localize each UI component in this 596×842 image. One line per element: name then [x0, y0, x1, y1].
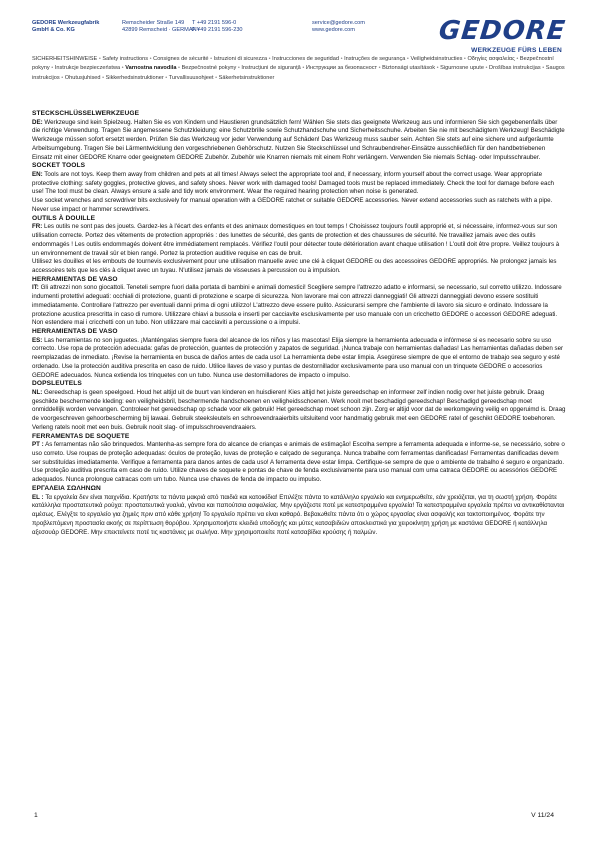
instruction-note: Utilisez les douilles et les embouts de tournevis exclusivement pour une utilisation manuelle avec une clé à cliquet GEDORE ou des accessoires GEDORE appropriés. Ne prolongez jamais les accessoires tels que les clés à cliquet avec un tuyau. N'utilisez jamais de visseuses à percussion ou à impulsion. [32, 258, 557, 274]
bullet-separator: • [405, 56, 411, 62]
company-name: GEDORE Werkzeugfabrik [32, 20, 100, 26]
language-code: EL : [32, 493, 44, 501]
safety-instructions-languages [32, 55, 568, 83]
bullet-separator: • [148, 56, 154, 62]
safety-language-label: Instrucciones de seguridad [272, 56, 340, 62]
section-title: HERRAMIENTAS DE VASO [32, 275, 118, 283]
company-address [32, 20, 99, 34]
bullet-separator: • [97, 56, 103, 62]
instruction-text: Werkzeuge sind kein Spielzeug. Halten Sie es von Kindern und Haustieren grundsätzlich fern! Wählen Sie stets das geeignete Werkzeug aus und informieren Sie sich gegebenenfalls über die richtige Verwendung. Tragen Sie angemessene Schutzkleidung: eine Schutzbrille sowie Schutzhandschuhe und Sicherheitsschuhe. Arbeiten Sie nie mit beschädigtem Werkzeug! Beschädigte Werkzeuge müssen sofort ersetzt werden. Prüfen Sie das Werkzeug vor jeder Verwendung auf Schäden! Das Werkzeug muss sauber sein. Achten Sie stets auf eine sichere und aufgeräumte Arbeitsumgebung. Tragen Sie bei Lärmentwicklung den vorgeschriebenen Gehörschutz. Nutzen Sie Steckschlüssel und Schraubendreher-Einsätze ausschließlich für den handbetriebenen Einsatz mit einer GEDORE Knarre oder geeignetem GEDORE Zubehör. Zubehör wie Knarren niemals mit einem Rohr verlängern. Verwenden Sie niemals Schlag- oder Impulsschrauber. [32, 118, 565, 161]
logo-tagline: WERKZEUGE FÜRS LEBEN [471, 47, 562, 54]
bullet-separator: • [435, 65, 441, 72]
safety-language-label: Varnostna navodila [125, 65, 177, 72]
section-title: ΕΡΓΑΛΕΙΑ ΣΩΛΗΝΩΝ [32, 484, 101, 492]
instruction-text: Gereedschap is geen speelgoed. Houd het altijd uit de buurt van kinderen en huisdieren! Kies altijd het juiste gereedschap en informeer zelf indien nodig over het juiste gebruik. Draag geschikte beschermende kleding: een veiligheidsbril, beschermende handschoenen en veiligheidsschoenen. Werk nooit met beschadigd gereedschap! Beschadigd gereedschap moet onmiddellijk worden vervangen. Controleer het gereedschap op schade voor elk gebruik! Het gereedschap moet schoon zijn. Zorg er altijd voor dat de werkomgeving veilig en opgeruimd is. Draag de voorgeschreven gehoorbescherming bij lawaai. Gebruik steeksleutels en schroevendraaierbits uitsluitend voor handmatig gebruik met een GEDORE ratel of geschikt GEDORE toebehoren. Verleng ratels nooit met een buis. Gebruik nooit slag- of impulsschroevendraaiers. [32, 389, 566, 431]
email-link[interactable]: service@gedore.com [312, 20, 365, 26]
street-line: Remscheider Straße 149 [122, 20, 185, 26]
bullet-separator: • [163, 74, 169, 81]
fax-number: F +49 2191 596-230 [192, 27, 243, 34]
section-title: FERRAMENTAS DE SOQUETE [32, 432, 130, 440]
language-code: PT : [32, 441, 44, 449]
instruction-section [32, 328, 566, 380]
safety-language-label: Biztonsági utasítások [382, 65, 436, 72]
section-paragraph [32, 389, 566, 433]
safety-language-label: Instruções de segurança [344, 56, 406, 62]
language-code: EN: [32, 171, 43, 179]
section-paragraph [32, 119, 566, 163]
section-paragraph [32, 441, 566, 485]
company-legal-form: GmbH & Co. KG [32, 27, 75, 34]
safety-language-label: Instrukcje bezpieczeństwa [54, 65, 121, 72]
safety-language-label: Säkerhetsinstruktioner [218, 74, 275, 81]
gedore-logo [430, 16, 566, 60]
document-body [32, 110, 566, 537]
section-paragraph [32, 337, 566, 381]
section-title: SOCKET TOOLS [32, 162, 86, 170]
phone-block [192, 20, 243, 34]
city-line: 42899 Remscheid · GERMANY [122, 27, 201, 34]
bullet-separator: • [300, 65, 306, 72]
language-code: DE: [32, 118, 43, 126]
safety-language-label: Drošības instrukcijas [489, 65, 541, 72]
version-label: V 11/24 [531, 812, 554, 819]
safety-language-label: Turvallisuusohjeet [168, 74, 214, 81]
safety-language-label: Sikkerhedsinstruktioner [105, 74, 164, 81]
bullet-separator: • [236, 65, 242, 72]
bullet-separator: • [59, 74, 65, 81]
safety-language-label: Ohutusjuhised [64, 74, 101, 81]
safety-language-label: Consignes de sécurité [153, 56, 209, 62]
safety-language-label: Veiligheidsinstructies [410, 56, 463, 62]
safety-language-label: Οδηγίες ασφαλείας [467, 56, 515, 62]
section-paragraph [32, 171, 566, 197]
section-title: DOPSLEUTELS [32, 380, 82, 388]
instruction-section [32, 433, 566, 485]
bullet-separator: • [462, 56, 468, 62]
language-code: NL: [32, 389, 43, 396]
bullet-separator: • [267, 56, 273, 62]
bullet-separator: • [100, 74, 106, 81]
phone-number: T +49 2191 596-0 [192, 20, 237, 26]
safety-language-label: Instrucțiuni de siguranță [241, 65, 301, 72]
contact-block [312, 20, 365, 34]
website-link[interactable]: www.gedore.com [312, 27, 355, 34]
section-paragraph [32, 223, 566, 258]
safety-language-label: Istruzioni di sicurezza [213, 56, 268, 62]
section-title: STECKSCHLÜSSELWERKZEUGE [32, 110, 140, 117]
instruction-section [32, 276, 566, 328]
bullet-separator: • [377, 65, 383, 72]
section-paragraph [32, 494, 566, 538]
instruction-section [32, 110, 566, 162]
safety-language-label: Инструкции за безопасност [305, 65, 378, 72]
page-footer [32, 812, 552, 822]
safety-language-label: Safety instructions [102, 56, 149, 62]
instruction-section [32, 380, 566, 432]
instruction-section [32, 162, 566, 214]
safety-language-label: Sigurnosne upute [440, 65, 484, 72]
language-code: FR: [32, 223, 43, 231]
bullet-separator: • [213, 74, 219, 81]
page-number: 1 [34, 812, 38, 819]
instruction-text: As ferramentas não são brinquedos. Mantenha-as sempre fora do alcance de crianças e animais de estimação! Escolha sempre a ferramenta adequada e informe-se, se necessário, sobre o uso correto. Use roupas de proteção adequadas: óculos de proteção, luvas de proteção e calçado de segurança. Nunca trabalhe com ferramentas danificadas! Ferramentas danificadas devem ser substituídas imediatamente. Verifique a ferramenta para danos antes de cada uso! A ferramenta deve estar limpa. Certifique-se sempre de que o ambiente de trabalho é seguro e organizado. Use proteção auditiva prescrita em caso de ruído. Utilize chaves de soquete e pontas de chave de fenda exclusivamente para uso manual com uma catraca GEDORE ou acessórios GEDORE adequados. Nunca prolongue catracas com um tubo. Nunca use chaves de fenda de impacto ou impulso. [32, 441, 565, 484]
section-paragraph [32, 284, 566, 328]
safety-language-label: Saugos instrukcijos [32, 65, 565, 81]
instruction-text: Tools are not toys. Keep them away from children and pets at all times! Always select the appropriate tool and, if necessary, inform yourself about the correct usage. Wear appropriate protective clothing: safety goggles, protective gloves, and safety shoes. Never work with damaged tools! Damaged tools must be replaced immediately. Check the tool for damage before each use! The tool must be clean. Always ensure a safe and tidy work environment. Wear the required hearing protection when noise is generated. [32, 171, 554, 196]
instruction-text: Gli attrezzi non sono giocattoli. Teneteli sempre fuori dalla portata di bambini e animali domestici! Scegliere sempre l'attrezzo adatto e informarsi, se necessario, sul corretto utilizzo. Indossare indumenti protettivi adeguati: occhiali di protezione, guanti di protezione e scarpe di sicurezza. Non lavorare mai con attrezzi danneggiati! Gli attrezzi danneggiati devono essere sostituiti immediatamente. Controllare l'attrezzo per eventuali danni prima di ogni utilizzo! L'attrezzo deve essere pulito. Assicurarsi sempre che l'ambiente di lavoro sia sicuro e ordinato. Indossare la protezione acustica prescritta in caso di rumore. Utilizzare chiavi a bussola e inserti per cacciavite esclusivamente per uso manuale con un cricchetto GEDORE o accessori GEDORE adeguati. Non estendere mai i cricchetti con un tubo. Non utilizzare mai cacciaviti a percussione o a impulsi. [32, 284, 562, 327]
safety-language-label: SICHERHEITSHINWEISE [32, 56, 98, 62]
safety-language-label: Bezpečnostné pokyny [181, 65, 237, 72]
instruction-section [32, 215, 566, 276]
bullet-separator: • [176, 65, 182, 72]
bullet-separator: • [483, 65, 490, 72]
bullet-separator: • [514, 56, 520, 62]
instruction-section [32, 485, 566, 537]
bullet-separator: • [339, 56, 345, 62]
language-code: ES: [32, 336, 43, 344]
street-address [122, 20, 200, 34]
bullet-separator: • [540, 65, 546, 72]
instruction-text: Las herramientas no son juguetes. ¡Manténgalas siempre fuera del alcance de los niños y las mascotas! Elija siempre la herramienta adecuada e infórmese si es necesario sobre su uso correcto. Use ropa de protección adecuada: gafas de protección, guantes de protección y zapatos de seguridad. ¡Nunca trabaje con herramientas dañadas! Las herramientas dañadas deben ser reemplazadas de inmediato. ¡Revise la herramienta en busca de daños antes de cada uso! La herramienta debe estar limpia. Asegúrese siempre de que el entorno de trabajo sea seguro y esté ordenado. Use la protección auditiva prescrita en caso de ruido. Utilice llaves de vaso y puntas de destornillador exclusivamente para uso manual con un trinquete GEDORE o accesorios GEDORE adecuados. Nunca extienda los trinquetes con un tubo. Nunca use destornilladores de impacto o impulso. [32, 336, 564, 379]
instruction-text: Les outils ne sont pas des jouets. Gardez-les à l'écart des enfants et des animaux domestiques en tout temps ! Choisissez toujours l'outil approprié et, si nécessaire, informez-vous sur son utilisation correcte. Portez des vêtements de protection appropriés : des lunettes de sécurité, des gants de protection et des chaussures de sécurité. Ne travaillez jamais avec des outils endommagés ! Les outils endommagés doivent être immédiatement remplacés. Vérifiez l'outil pour détecter toute détérioration avant chaque utilisation ! L'outil doit être propre. Veillez toujours à un environnement de travail sûr et bien rangé. Portez la protection auditive requise en cas de bruit. [32, 223, 560, 257]
logo-wordmark: GEDORE [437, 16, 568, 46]
section-title: OUTILS À DOUILLE [32, 214, 96, 222]
instruction-text: Τα εργαλεία δεν είναι παιχνίδια. Κρατήστε τα πάντα μακριά από παιδιά και κατοικίδια! Επιλέξτε πάντα το κατάλληλο εργαλείο και ενημερωθείτε, εάν χρειάζεται, για τη σωστή χρήση. Φοράτε κατάλληλα προστατευτικά ρούχα: προστατευτικά γυαλιά, γάντια και παπούτσια ασφαλείας. Μην εργάζεστε ποτέ με κατεστραμμένα εργαλεία! Τα κατεστραμμένα εργαλεία πρέπει να αντικαθίστανται αμέσως. Ελέγξτε το εργαλείο για ζημιές πριν από κάθε χρήση! Το εργαλείο πρέπει να είναι καθαρό. Βεβαιωθείτε πάντα ότι ο χώρος εργασίας είναι ασφαλής και τακτοποιημένος. Φοράτε την προβλεπόμενη προστασία ακοής σε περίπτωση θορύβου. Χρησιμοποιήστε κλειδιά υποδοχής και μύτες κατσαβιδιών αποκλειστικά για χειροκίνητη χρήση με καστάνια GEDORE ή κατάλληλα αξεσουάρ GEDORE. Μην επεκτείνετε ποτέ τις καστάνιες με σωλήνα. Μην χρησιμοποιείτε ποτέ κατσαβίδια κρούσης ή παλμών. [32, 493, 565, 536]
bullet-separator: • [120, 65, 126, 72]
bullet-separator: • [49, 65, 55, 72]
language-code: IT: [32, 284, 39, 292]
safety-language-label: Bezpečnostní pokyny [32, 56, 554, 72]
section-title: HERRAMIENTAS DE VASO [32, 327, 118, 335]
instruction-note: Use socket wrenches and screwdriver bits exclusively for manual operation with a GEDORE ratchet or suitable GEDORE accessories. Never extend accessories such as ratchets with a pipe. Never use impact or hammer screwdrivers. [32, 197, 553, 213]
bullet-separator: • [208, 56, 214, 62]
